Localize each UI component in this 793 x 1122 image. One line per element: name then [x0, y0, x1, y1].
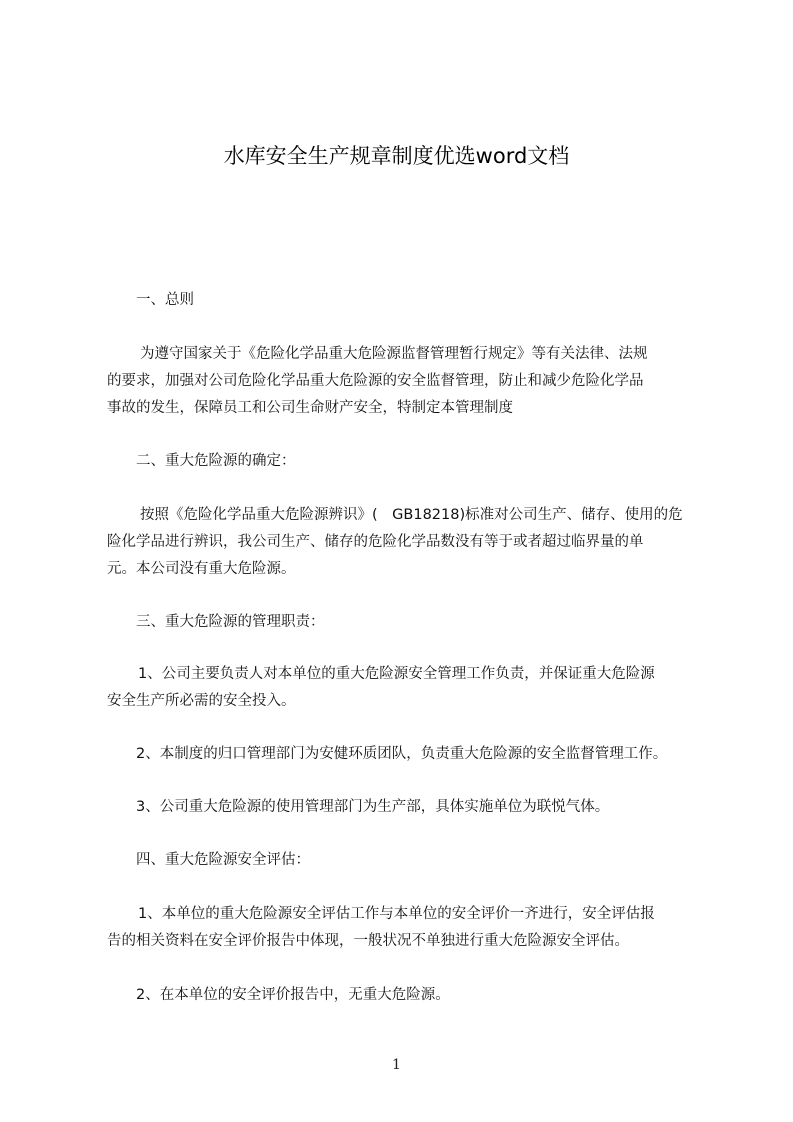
paragraph-line: 2、本制度的归口管理部门为安健环质团队，负责重大危险源的安全监督管理工作。 — [136, 746, 668, 762]
paragraph-line: 的要求，加强对公司危险化学品重大危险源的安全监督管理，防止和减少危险化学品 — [107, 373, 644, 389]
paragraph-line: 险化学品进行辨识，我公司生产、储存的危险化学品数没有等于或者超过临界量的单 — [107, 534, 644, 550]
paragraph-line: 按照《危险化学品重大危险源辨识》( GB18218)标准对公司生产、储存、使用的危 — [140, 507, 683, 523]
paragraph-line: 2、在本单位的安全评价报告中，无重大危险源。 — [136, 987, 450, 1003]
paragraph-line: 告的相关资料在安全评价报告中体现，一般状况不单独进行重大危险源安全评估。 — [107, 933, 629, 949]
paragraph-line: 1、公司主要负责人对本单位的重大危险源安全管理工作负责，并保证重大危险源 — [138, 666, 655, 682]
section-heading-assessment: 四、重大危险源安全评估： — [136, 852, 310, 868]
paragraph-line: 安全生产所必需的安全投入。 — [107, 693, 296, 709]
paragraph-line: 为遵守国家关于《危险化学品重大危险源监督管理暂行规定》等有关法律、法规 — [140, 346, 648, 362]
section-heading-identification: 二、重大危险源的确定： — [136, 453, 296, 469]
paragraph-line: 元。本公司没有重大危险源。 — [107, 561, 296, 577]
section-heading-responsibilities: 三、重大危险源的管理职责： — [136, 614, 325, 630]
section-heading-general: 一、总则 — [136, 292, 194, 308]
page-number: 1 — [392, 1057, 401, 1073]
paragraph-line: 3、公司重大危险源的使用管理部门为生产部，具体实施单位为联悦气体。 — [136, 799, 610, 815]
paragraph-line: 1、本单位的重大危险源安全评估工作与本单位的安全评价一齐进行，安全评估报 — [138, 906, 655, 922]
paragraph-line: 事故的发生，保障员工和公司生命财产安全，特制定本管理制度 — [107, 400, 513, 416]
document-title: 水库安全生产规章制度优选word文档 — [223, 144, 570, 168]
